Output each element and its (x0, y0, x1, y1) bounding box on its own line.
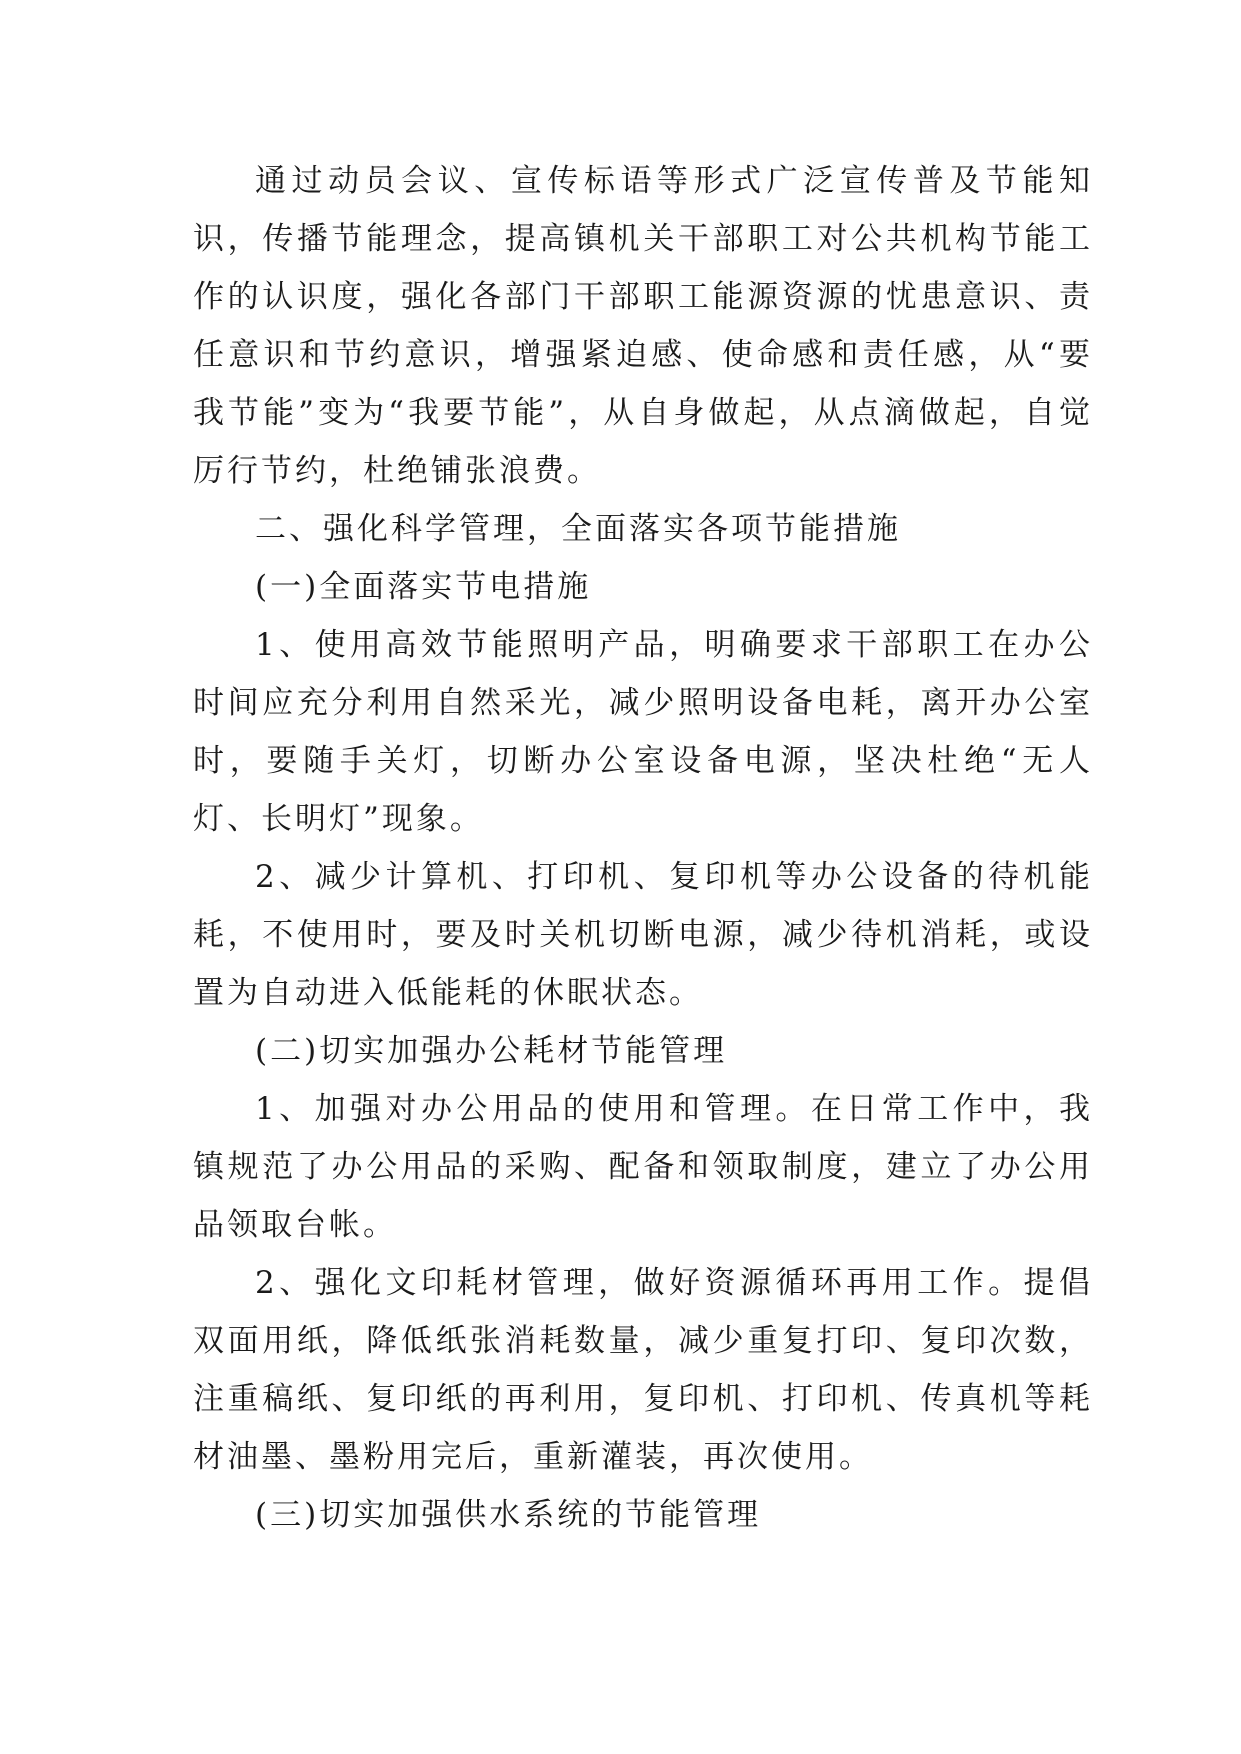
paragraph-printing-consumables: 2、强化文印耗材管理，做好资源循环再用工作。提倡双面用纸，降低纸张消耗数量，减少重复打印、复印次数，注重稿纸、复印纸的再利用，复印机、打印机、传真机等耗材油墨、墨粉用完后，重新灌装，再次使用。 (193, 1265, 1093, 1475)
subsection-heading-consumables: (二)切实加强办公耗材节能管理 (255, 1033, 728, 1069)
subsection-heading-water-supply: (三)切实加强供水系统的节能管理 (255, 1497, 762, 1533)
paragraph-office-supplies: 1、加强对办公用品的使用和管理。在日常工作中，我镇规范了办公用品的采购、配备和领取制度，建立了办公用品领取台帐。 (193, 1091, 1093, 1243)
document-body (193, 152, 1093, 1544)
section-heading-management: 二、强化科学管理，全面落实各项节能措施 (255, 511, 901, 547)
paragraph-lighting: 1、使用高效节能照明产品，明确要求干部职工在办公时间应充分利用自然采光，减少照明设备电耗，离开办公室时，要随手关灯，切断办公室设备电源，坚决杜绝“无人灯、长明灯”现象。 (193, 627, 1093, 837)
paragraph-awareness: 通过动员会议、宣传标语等形式广泛宣传普及节能知识，传播节能理念，提高镇机关干部职工对公共机构节能工作的认识度，强化各部门干部职工能源资源的忧患意识、责任意识和节约意识，增强紧迫感、使命感和责任感，从“要我节能”变为“我要节能”，从自身做起，从点滴做起，自觉厉行节约，杜绝铺张浪费。 (193, 163, 1093, 489)
paragraph-office-equipment: 2、减少计算机、打印机、复印机等办公设备的待机能耗，不使用时，要及时关机切断电源，减少待机消耗，或设置为自动进入低能耗的休眠状态。 (193, 859, 1093, 1011)
subsection-heading-electricity: (一)全面落实节电措施 (255, 569, 592, 605)
